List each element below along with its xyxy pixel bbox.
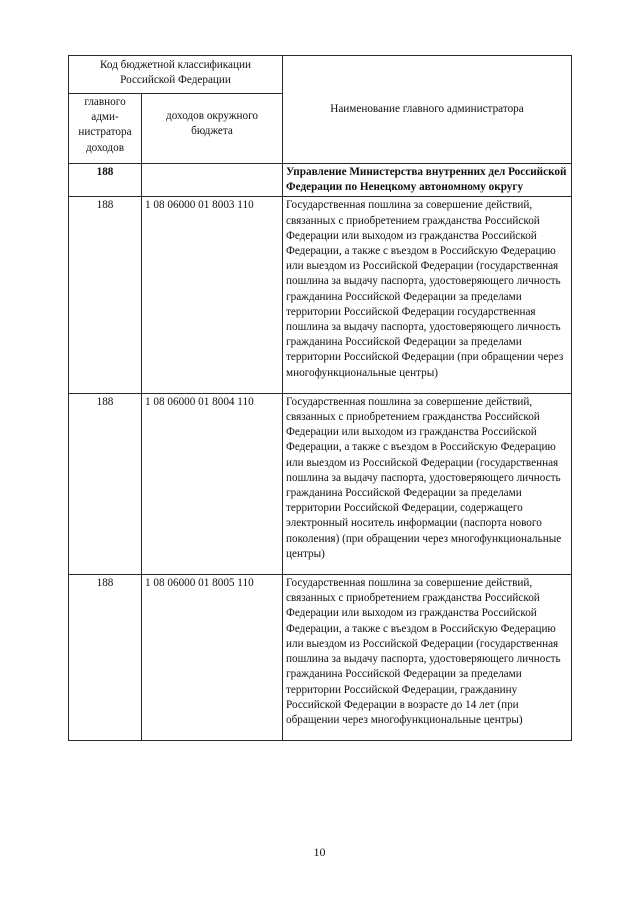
budget-code-cell: 1 08 06000 01 8005 110 <box>142 575 283 741</box>
table-row <box>69 575 572 741</box>
budget-classification-table <box>68 55 572 741</box>
description-cell: Государственная пошлина за совершение действий, связанных с приобретением гражданства Российской Федерации или выходом из гражданства Российской Федерации, а также с въездом в Российскую Федерацию или выездом из Российской Федерации (государственная пошлина за выдачу паспорта, удостоверяющего личность гражданина Российской Федерации за пределами территории Российской Федерации, содержащего электронный носитель информации (паспорта нового поколения) (при обращении через многофункциональные центры) <box>283 393 572 574</box>
header-code-cell: доходов окружного бюджета <box>142 94 283 164</box>
table-row <box>69 197 572 393</box>
description-cell: Государственная пошлина за совершение действий, связанных с приобретением гражданства Российской Федерации или выходом из гражданства Российской Федерации, а также с въездом в Российскую Федерацию или выездом из Российской Федерации (государственная пошлина за выдачу паспорта, удостоверяющего личность гражданина Российской Федерации за пределами территории Российской Федерации, гражданину Российской Федерации в возрасте до 14 лет (при обращении через многофункциональные центры) <box>283 575 572 741</box>
budget-code-cell: 1 08 06000 01 8004 110 <box>142 393 283 574</box>
description-cell: Государственная пошлина за совершение действий, связанных с приобретением гражданства Российской Федерации или выходом из гражданства Российской Федерации, а также с въездом в Российскую Федерацию или выездом из Российской Федерации (государственная пошлина за выдачу паспорта, удостоверяющего личность гражданина Российской Федерации за пределами территории Российской Федерации государственная пошлина за выдачу паспорта, удостоверяющего личность гражданина Российской Федерации за пределами территории Российской Федерации (при обращении через многофункциональные центры) <box>283 197 572 393</box>
table-row <box>69 393 572 574</box>
administrator-code-cell: 188 <box>69 164 142 197</box>
admin-code-cell: 188 <box>69 393 142 574</box>
header-group-cell: Код бюджетной классификации Российской Федерации <box>69 56 283 94</box>
admin-code-cell: 188 <box>69 197 142 393</box>
page-number: 10 <box>313 845 326 859</box>
administrator-row <box>69 164 572 197</box>
administrator-name-cell: Управление Министерства внутренних дел Российской Федерации по Ненецкому автономному округу <box>283 164 572 197</box>
header-row-top <box>69 56 572 94</box>
budget-code-cell: 1 08 06000 01 8003 110 <box>142 197 283 393</box>
administrator-budget-code-cell <box>142 164 283 197</box>
admin-code-cell: 188 <box>69 575 142 741</box>
header-name-cell: Наименование главного администратора <box>283 56 572 164</box>
header-admin-cell: главного адми-нистратора доходов <box>69 94 142 164</box>
